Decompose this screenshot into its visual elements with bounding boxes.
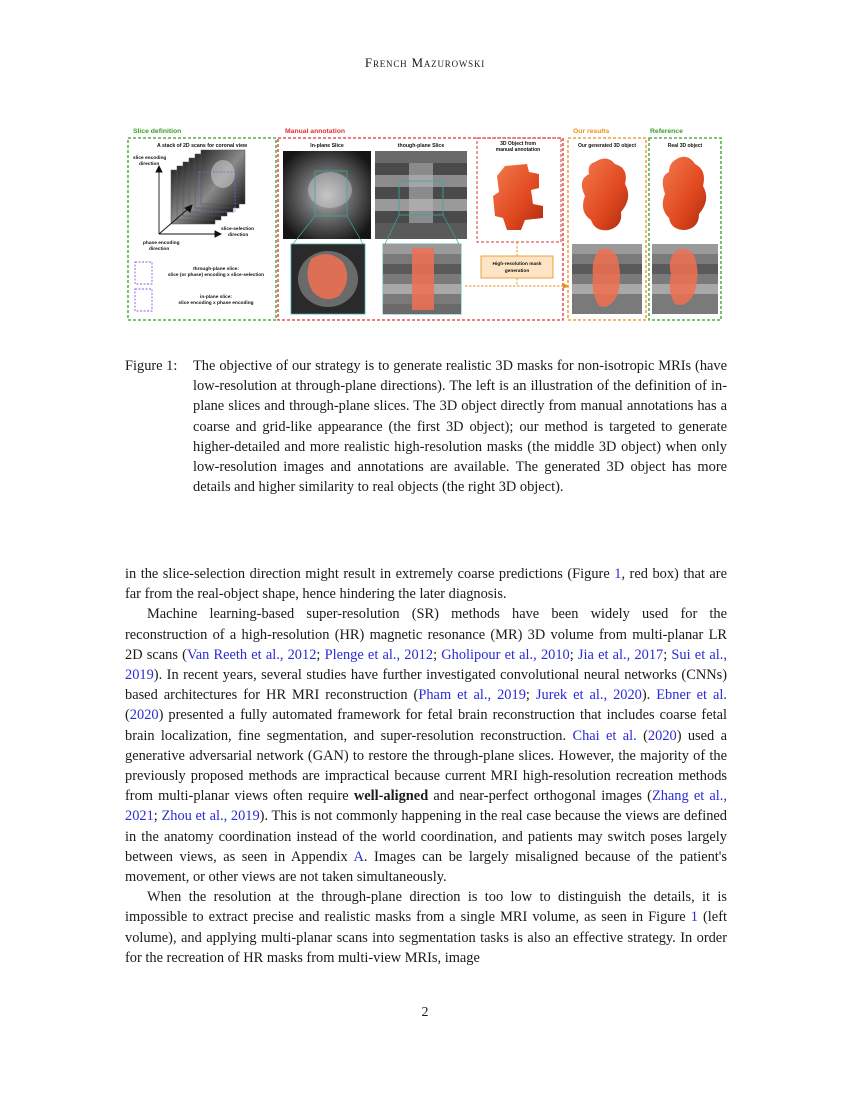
hr-mask-generation-label-1: High-resolution mask xyxy=(492,262,542,267)
section-title-reference: Reference xyxy=(650,128,683,135)
text-run: ) presented a fully automated framework for fetal brain reconstruction that includes coarse fetal brain localization, fine segmentation, and super-resolution reconstruction. xyxy=(125,707,727,744)
in-plane-zoom xyxy=(291,244,365,314)
text-run: ; xyxy=(663,646,672,663)
citation-link[interactable]: Jia et al., 2017 xyxy=(577,646,664,663)
manual-object-title-2: manual annotation xyxy=(495,147,541,153)
in-plane-slice-title: In-plane Slice xyxy=(310,143,344,149)
running-head: French Mazurowski xyxy=(364,55,486,70)
through-plane-slice-title: though-plane Slice xyxy=(397,143,445,149)
text-run: When the resolution at the through-plane direction is too low to distinguish the details, it is impossible to extract precise and realistic masks from a single MRI volume, as seen in Figure xyxy=(125,889,727,926)
text-run: ). In recent years, several studies have further investigated convolutional neural networks (CNNs) based architectures for HR MRI reconstruction ( xyxy=(125,667,727,704)
paragraph-1 xyxy=(125,564,727,604)
figure-reference-link[interactable]: 1 xyxy=(614,566,622,582)
in-plane-slice-image xyxy=(283,151,371,239)
figure-1-graphic xyxy=(125,126,725,322)
citation-link[interactable]: 2020 xyxy=(647,727,677,744)
slice-selection-label-1: slice-selection xyxy=(221,227,255,232)
through-plane-legend-2: slice (or phase) encoding x slice-selection xyxy=(167,273,265,278)
section-title-our-results: Our results xyxy=(573,128,610,135)
through-plane-legend-1: through-plane slice: xyxy=(193,267,239,272)
through-plane-zoom xyxy=(383,244,461,314)
our-3d-object xyxy=(582,158,628,230)
phase-encoding-label-2: direction xyxy=(149,247,170,252)
figure-reference-link[interactable]: 1 xyxy=(690,909,698,926)
figure-caption xyxy=(125,356,727,497)
text-run: ) used a generative adversarial network (GAN) to restore the through-plane slices. However, the majority of the previously proposed methods are impractical because current MRI high-resolution recreation methods from multi-planar views often require xyxy=(125,727,727,805)
text-run: . Images can be largely misaligned because of the patient's movement, or other views are not taken simultaneously. xyxy=(125,848,727,886)
citation-link[interactable]: Zhang et al., 2021 xyxy=(125,788,728,825)
reference-slice xyxy=(652,244,718,314)
hr-mask-generation-label-2: generation xyxy=(504,269,530,274)
slice-encoding-label-1: slice encoding xyxy=(133,156,167,161)
scan-stack xyxy=(171,150,245,224)
emphasis-well-aligned: well-aligned xyxy=(353,788,429,805)
manual-3d-object xyxy=(493,164,543,230)
text-run: , red box) that are far from the real-object shape, hence hindering the later diagnosis. xyxy=(125,566,727,603)
appendix-reference-link[interactable]: A xyxy=(353,848,364,865)
citation-link[interactable]: Chai et al. xyxy=(572,727,637,744)
real-3d-object xyxy=(663,157,706,230)
hr-mask-generation-box xyxy=(481,256,553,278)
paragraph-2 xyxy=(125,604,727,887)
in-plane-legend-2: slice encoding x phase encoding xyxy=(178,301,254,306)
citation-link[interactable]: Van Reeth et al., 2012 xyxy=(186,646,317,663)
text-run: ; xyxy=(525,687,536,704)
citation-link[interactable]: Pham et al., 2019 xyxy=(418,687,526,704)
text-run: ; xyxy=(316,646,325,663)
text-run: ; xyxy=(569,646,578,663)
real-object-title: Real 3D object xyxy=(667,143,703,149)
in-plane-legend-box xyxy=(135,289,152,311)
phase-encoding-label-1: phase encoding xyxy=(143,241,180,246)
slice-encoding-label-2: direction xyxy=(139,162,160,167)
figure-1 xyxy=(125,126,725,322)
caption-text: The objective of our strategy is to generate realistic 3D masks for non-isotropic MRIs (have low-resolution at through-plane directions). The left is an illustration of the definition of in-plane slices and through-plane slices. The 3D object directly from manual annotations has a coarse and grid-like appearance (the first 3D object); our method is targeted to generate higher-detailed and more realistic high-resolution masks (the middle 3D object) when only low-resolution images and annotations are available. The generated 3D object has more details and higher similarity to real objects (the right 3D object). xyxy=(193,358,727,496)
through-plane-legend-box xyxy=(135,262,152,284)
citation-link[interactable]: Plenge et al., 2012 xyxy=(324,646,434,663)
page-number: 2 xyxy=(421,1005,429,1020)
body-text xyxy=(125,564,727,968)
text-run: ( xyxy=(636,727,648,744)
our-object-title: Our generated 3D object xyxy=(577,143,637,149)
slice-selection-label-2: direction xyxy=(228,233,249,238)
stack-title: A stack of 2D scans for coronal view xyxy=(156,143,248,149)
text-run: ; xyxy=(153,808,162,825)
citation-link[interactable]: Zhou et al., 2019 xyxy=(161,808,260,825)
section-title-manual-annotation: Manual annotation xyxy=(285,128,346,135)
citation-link[interactable]: Sui et al., 2019 xyxy=(125,646,727,684)
citation-link[interactable]: Gholipour et al., 2010 xyxy=(441,646,570,663)
paragraph-3 xyxy=(125,887,727,968)
text-run: ). This is not commonly happening in the real case because the views are defined in the anatomy coordination instead of the world coordination, and patients may switch poses largely between views, as seen in Appendix xyxy=(125,808,727,865)
text-run: ( xyxy=(125,707,130,724)
text-run: and near-perfect orthogonal images ( xyxy=(428,788,652,805)
generation-arrow-head xyxy=(563,283,569,289)
citation-link[interactable]: 2020 xyxy=(129,707,159,724)
caption-label: Figure 1: xyxy=(125,358,178,374)
text-run: in the slice-selection direction might result in extremely coarse predictions (Figure xyxy=(125,566,615,582)
citation-link[interactable]: Jurek et al., 2020 xyxy=(535,687,642,704)
text-run: Machine learning-based super-resolution (SR) methods have been widely used for the reconstruction of a high-resolution (HR) magnetic resonance (MR) 3D volume from multi-planar LR 2D scans ( xyxy=(125,606,727,663)
in-plane-legend-1: in-plane slice: xyxy=(200,295,232,300)
through-plane-slice-image xyxy=(375,151,467,239)
our-result-slice xyxy=(572,244,642,314)
citation-link[interactable]: Ebner et al. xyxy=(656,687,727,704)
text-run: (left volume), and applying multi-planar scans into segmentation tasks is also an effective strategy. In order for the recreation of HR masks from multi-view MRIs, image xyxy=(125,909,727,966)
section-title-slice-definition: Slice definition xyxy=(133,128,182,135)
text-run: ; xyxy=(433,646,442,663)
text-run: ). xyxy=(641,687,657,704)
manual-object-title-1: 3D Object from xyxy=(500,141,536,147)
